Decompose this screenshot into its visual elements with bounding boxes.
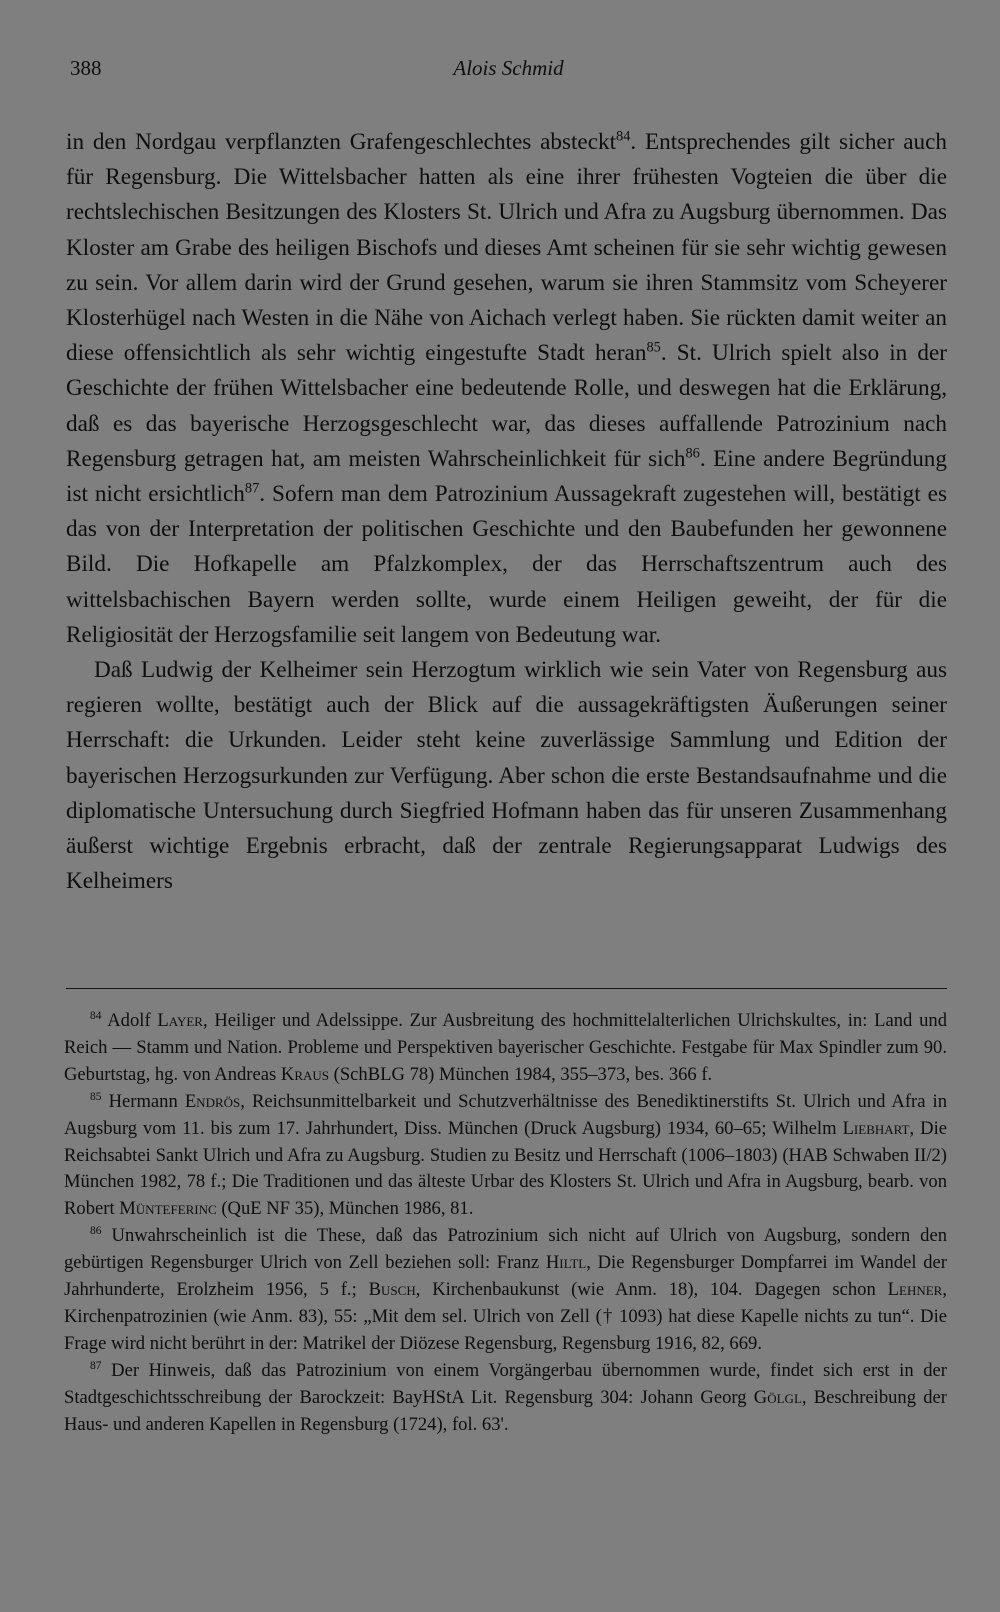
paragraph: Daß Ludwig der Kelheimer sein Herzogtum wirklich wie sein Vater von Regensburg aus regieren wollte, bestätigt auch der Blick auf die aussagekräftigsten Äußerungen seiner Herrschaft: die Urkunden. Leider steht keine zuverlässige Sammlung und Edition der bayerischen Herzogsurkunden zur Verfügung. Aber schon die erste Bestandsaufnahme und die diplomatische Untersuchung durch Siegfried Hofmann haben das für unseren Zusammenhang äußerst wichtige Ergebnis erbracht, daß der zentrale Regierungsapparat Ludwigs des Kelheimers bbox=[66, 657, 947, 895]
footnote-divider bbox=[66, 988, 947, 989]
page-header bbox=[70, 56, 947, 88]
footnote-ref-85: 85 bbox=[646, 339, 661, 356]
text-run: , Reichsunmittelbarkeit und Schutzverhältnisse des Benediktinerstifts St. Ulrich und Afra in Augsburg vom 11. bis zum 17. Jahrhundert, Diss. München (Druck Augsburg) 1934, 60–65; Wilhelm bbox=[64, 1090, 947, 1139]
footnote-86 bbox=[64, 1223, 947, 1358]
text-run: (SchBLG 78) München 1984, 355–373, bes. 366 f. bbox=[329, 1063, 713, 1085]
author-name: Kraus bbox=[280, 1063, 329, 1085]
footnote-number: 86 bbox=[90, 1225, 102, 1238]
text-run: Hermann bbox=[108, 1090, 185, 1112]
author-name: Endrös bbox=[184, 1090, 241, 1112]
footnote-number: 84 bbox=[90, 1009, 102, 1022]
footnote-number: 85 bbox=[90, 1090, 102, 1103]
footnote-ref-87: 87 bbox=[244, 480, 260, 497]
text-run: . St. Ulrich spielt also in der Geschichte der frühen Wittelsbacher eine bedeutende Rolle, und deswegen hat die Erklärung, daß es das bayerische Herzogsgeschlecht war, das dieses auffallende Patrozinium nach Regensburg getragen hat, am meisten Wahrscheinlichkeit für sich bbox=[66, 340, 947, 472]
author-name: Gölgl bbox=[753, 1386, 802, 1408]
text-run: . Sofern man dem Patrozinium Aussagekraft zugestehen will, bestätigt es das von der Interpretation der politischen Geschichte und den Baubefunden her gewonnene Bild. Die Hofkapelle am Pfalzkomplex, der das Herrschaftszentrum auch des wittelsbachischen Bayern werden sollte, wurde einem Heiligen geweiht, der für die Religiosität der Herzogsfamilie seit langem von Bedeutung war. bbox=[66, 481, 947, 648]
paragraph bbox=[66, 125, 947, 653]
running-head-author: Alois Schmid bbox=[453, 56, 564, 80]
footnote-number: 87 bbox=[90, 1359, 102, 1372]
text-run: in den Nordgau verpflanzten Grafengeschlechtes absteckt bbox=[66, 129, 617, 155]
main-text bbox=[66, 125, 947, 899]
text-run: , Kirchenbaukunst (wie Anm. 18), 104. Dagegen schon bbox=[415, 1279, 888, 1301]
text-run: . Entsprechendes gilt sicher auch für Regensburg. Die Wittelsbacher hatten als eine ihrer frühesten Vogteien die über die rechtslechischen Besitzungen des Klosters St. Ulrich und Afra zu Augsburg übernommen. Das Kloster am Grabe des heiligen Bischofs und dieses Amt scheinen für sie sehr wichtig gewesen zu sein. Vor allem darin wird der Grund gesehen, warum sie ihren Stammsitz vom Scheyerer Klosterhügel nach Westen in die Nähe von Aichach verlegt haben. Sie rückten damit weiter an diese offensichtlich als sehr wichtig eingestufte Stadt heran bbox=[66, 129, 947, 367]
author-name: Layer bbox=[157, 1010, 203, 1031]
author-name: Busch bbox=[368, 1279, 416, 1301]
footnote-ref-84: 84 bbox=[616, 128, 631, 145]
author-name: Lehner bbox=[887, 1279, 943, 1301]
text-run: , Heiliger und Adelssippe. Zur Ausbreitung des hochmittelalterlichen Ulrichskultes, in: Land und Reich — Stamm und Nation. Probleme und Perspektiven bayerischer Geschichte. Festgabe für Max Spindler zum 90. Geburtstag, hg. von Andreas bbox=[64, 1010, 947, 1085]
footnotes bbox=[64, 1008, 947, 1439]
text-run: , Die Regensburger Dompfarrei im Wandel der Jahrhunderte, Erolzheim 1956, 5 f.; bbox=[64, 1252, 947, 1301]
text-run: , Beschreibung der Haus- und anderen Kapellen in Regensburg (1724), fol. 63'. bbox=[64, 1386, 947, 1435]
text-run: Unwahrscheinlich ist die These, daß das Patrozinium sich nicht auf Ulrich von Augsburg, sondern den gebürtigen Regensburger Ulrich von Zell beziehen soll: Franz bbox=[64, 1225, 947, 1274]
author-name: Münteferinc bbox=[119, 1198, 217, 1220]
text-run: Der Hinweis, daß das Patrozinium von einem Vorgängerbau übernommen wurde, findet sich erst in der Stadtgeschichtsschreibung der Barockzeit: BayHStA Lit. Regensburg 304: Johann Georg bbox=[64, 1359, 947, 1408]
page-number: 388 bbox=[70, 56, 102, 80]
text-run: Adolf bbox=[107, 1010, 158, 1031]
text-run: , Die Reichsabtei Sankt Ulrich und Afra zu Augsburg. Studien zu Besitz und Herrschaft (1006–1803) (HAB Schwaben II/2) München 1982, 78 f.; Die Traditionen und das älteste Urbar des Klosters St. Ulrich und Afra in Augsburg, bearb. von Robert bbox=[64, 1117, 947, 1220]
footnote-84 bbox=[64, 1008, 947, 1089]
footnote-87 bbox=[64, 1358, 947, 1439]
author-name: Hiltl bbox=[545, 1252, 587, 1274]
footnote-85 bbox=[64, 1089, 947, 1224]
text-run: (QuE NF 35), München 1986, 81. bbox=[216, 1198, 474, 1220]
text-run: . Eine andere Begründung ist nicht ersichtlich bbox=[66, 445, 947, 508]
text-run: , Kirchenpatrozinien (wie Anm. 83), 55: „Mit dem sel. Ulrich von Zell († 1093) hat diese Kapelle nichts zu tun“. Die Frage wird nicht berührt in der: Matrikel der Diözese Regensburg, Regensburg 1916, 82, 669. bbox=[64, 1279, 947, 1354]
footnote-ref-86: 86 bbox=[685, 445, 700, 462]
author-name: Liebhart bbox=[842, 1117, 910, 1139]
